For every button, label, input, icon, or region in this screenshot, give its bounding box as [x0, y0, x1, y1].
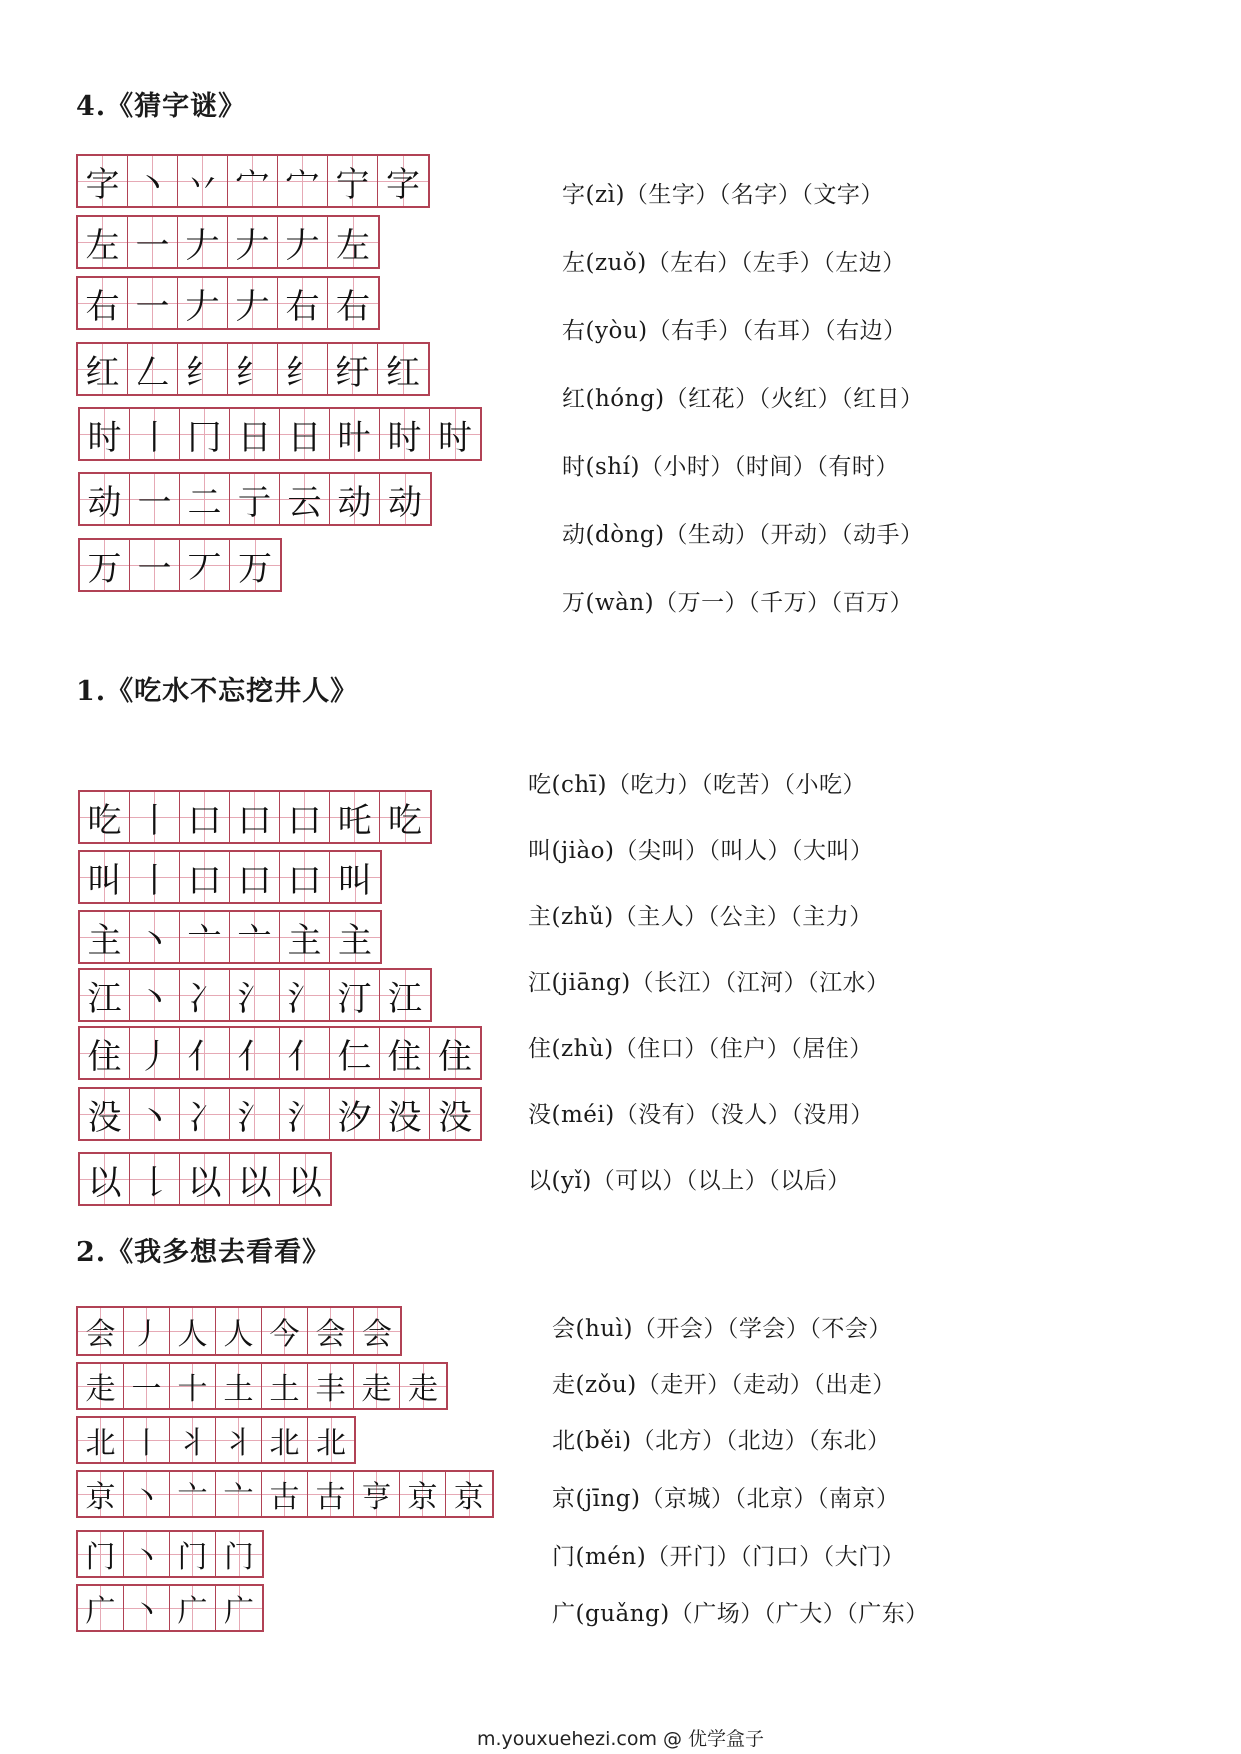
word-list: 住(zhù)（住口）（住户）（居住） [528, 1036, 873, 1062]
stroke-cell: 左 [78, 217, 128, 267]
stroke-cell: 冫 [180, 970, 230, 1020]
stroke-cell: 左 [328, 217, 378, 267]
stroke-cell: 土 [262, 1364, 308, 1408]
stroke-cell: 会 [354, 1308, 400, 1354]
stroke-cell: 走 [400, 1364, 446, 1408]
stroke-cell: 北 [78, 1418, 124, 1462]
stroke-order-row [76, 1470, 494, 1518]
stroke-cell: 右 [278, 278, 328, 328]
stroke-order-row [78, 538, 282, 592]
stroke-cell: 𠃋 [128, 344, 178, 394]
stroke-order-row [78, 1026, 482, 1080]
stroke-cell: 一 [130, 474, 180, 524]
stroke-cell: 亠 [230, 912, 280, 962]
stroke-cell: 吒 [330, 792, 380, 842]
stroke-cell: 字 [378, 156, 428, 206]
word-list: 时(shí)（小时）（时间）（有时） [562, 454, 899, 480]
stroke-cell: 没 [430, 1089, 480, 1139]
stroke-order-row [76, 1530, 264, 1578]
stroke-cell: 古 [262, 1472, 308, 1516]
stroke-order-row [78, 472, 432, 526]
word-list: 叫(jiào)（尖叫）（叫人）（大叫） [528, 838, 874, 864]
stroke-cell: 丶 [124, 1532, 170, 1576]
stroke-cell: 汀 [330, 970, 380, 1020]
stroke-cell: 丨 [130, 852, 180, 902]
stroke-cell: 十 [170, 1364, 216, 1408]
stroke-cell: 广 [170, 1586, 216, 1630]
stroke-cell: 叫 [80, 852, 130, 902]
footer-watermark: m.youxuehezi.com @ 优学盒子 [476, 1728, 765, 1750]
stroke-cell: 吃 [380, 792, 430, 842]
stroke-cell: 土 [216, 1364, 262, 1408]
stroke-cell: 丷 [178, 156, 228, 206]
word-list: 动(dòng)（生动）（开动）（动手） [562, 522, 924, 548]
word-list: 以(yǐ)（可以）（以上）（以后） [528, 1168, 851, 1194]
stroke-cell: 住 [80, 1028, 130, 1078]
stroke-cell: 广 [216, 1586, 262, 1630]
stroke-cell: 时 [430, 409, 480, 459]
stroke-cell: 丿 [124, 1308, 170, 1354]
stroke-order-row [76, 276, 380, 330]
stroke-cell: 京 [446, 1472, 492, 1516]
stroke-cell: 吃 [80, 792, 130, 842]
stroke-cell: 𠂇 [178, 278, 228, 328]
stroke-cell: 右 [78, 278, 128, 328]
stroke-cell: 走 [78, 1364, 124, 1408]
stroke-cell: 一 [130, 540, 180, 590]
stroke-order-row [78, 968, 432, 1022]
stroke-cell: 口 [280, 792, 330, 842]
stroke-cell: 汐 [330, 1089, 380, 1139]
stroke-cell: 亍 [230, 474, 280, 524]
stroke-cell: 主 [330, 912, 380, 962]
stroke-cell: 万 [80, 540, 130, 590]
stroke-cell: 古 [308, 1472, 354, 1516]
stroke-cell: 主 [80, 912, 130, 962]
stroke-cell: 丶 [130, 1089, 180, 1139]
word-list: 会(huì)（开会）（学会）（不会） [552, 1316, 892, 1342]
stroke-cell: 纟 [178, 344, 228, 394]
stroke-cell: 亻 [280, 1028, 330, 1078]
stroke-cell: 江 [380, 970, 430, 1020]
stroke-cell: 丬 [216, 1418, 262, 1462]
stroke-cell: 冫 [180, 1089, 230, 1139]
stroke-cell: 口 [230, 792, 280, 842]
section-title-cai-zi-mi: 4.《猜字谜》 [76, 91, 247, 122]
stroke-cell: 亻 [230, 1028, 280, 1078]
stroke-cell: 以 [280, 1154, 330, 1204]
stroke-cell: 丿 [130, 1028, 180, 1078]
stroke-order-row [78, 1087, 482, 1141]
stroke-cell: 门 [170, 1532, 216, 1576]
stroke-cell: 动 [380, 474, 430, 524]
stroke-cell: 𠄌 [130, 1154, 180, 1204]
section-title-chi-shui-bu-wang-wa-jing-ren: 1.《吃水不忘挖井人》 [76, 676, 359, 707]
stroke-cell: 时 [80, 409, 130, 459]
stroke-cell: 亠 [216, 1472, 262, 1516]
stroke-cell: 以 [80, 1154, 130, 1204]
stroke-cell: 口 [230, 852, 280, 902]
stroke-cell: 口 [280, 852, 330, 902]
stroke-cell: 宁 [328, 156, 378, 206]
stroke-cell: 字 [78, 156, 128, 206]
stroke-cell: 𠂇 [228, 217, 278, 267]
stroke-cell: 住 [380, 1028, 430, 1078]
word-list: 门(mén)（开门）（门口）（大门） [552, 1544, 906, 1570]
stroke-cell: 动 [330, 474, 380, 524]
stroke-cell: 江 [80, 970, 130, 1020]
stroke-cell: 动 [80, 474, 130, 524]
stroke-order-row [78, 1152, 332, 1206]
stroke-cell: 红 [378, 344, 428, 394]
stroke-cell: 丶 [124, 1586, 170, 1630]
stroke-cell: 𠂇 [278, 217, 328, 267]
stroke-order-row [76, 215, 380, 269]
stroke-cell: 没 [80, 1089, 130, 1139]
stroke-order-row [76, 154, 430, 208]
stroke-cell: 门 [78, 1532, 124, 1576]
stroke-cell: 丶 [124, 1472, 170, 1516]
stroke-cell: 北 [262, 1418, 308, 1462]
word-list: 主(zhǔ)（主人）（公主）（主力） [528, 904, 873, 930]
stroke-cell: 宀 [228, 156, 278, 206]
word-list: 走(zǒu)（走开）（走动）（出走） [552, 1372, 896, 1398]
stroke-cell: 口 [180, 792, 230, 842]
stroke-cell: 一 [124, 1364, 170, 1408]
stroke-cell: 广 [78, 1586, 124, 1630]
stroke-cell: 旪 [330, 409, 380, 459]
stroke-cell: 氵 [280, 970, 330, 1020]
stroke-cell: 丨 [130, 792, 180, 842]
stroke-cell: 叫 [330, 852, 380, 902]
stroke-cell: 亨 [354, 1472, 400, 1516]
word-list: 北(běi)（北方）（北边）（东北） [552, 1428, 891, 1454]
stroke-cell: 住 [430, 1028, 480, 1078]
stroke-cell: 人 [216, 1308, 262, 1354]
word-list: 字(zì)（生字）（名字）（文字） [562, 182, 884, 208]
stroke-order-row [76, 342, 430, 396]
word-list: 红(hóng)（红花）（火红）（红日） [562, 386, 924, 412]
stroke-cell: 京 [400, 1472, 446, 1516]
stroke-cell: 以 [230, 1154, 280, 1204]
word-list: 吃(chī)（吃力）（吃苦）（小吃） [528, 772, 866, 798]
stroke-order-row [76, 1306, 402, 1356]
stroke-cell: 二 [180, 474, 230, 524]
stroke-cell: 万 [230, 540, 280, 590]
stroke-cell: 丰 [308, 1364, 354, 1408]
word-list: 京(jīng)（京城）（北京）（南京） [552, 1486, 900, 1512]
stroke-cell: 门 [216, 1532, 262, 1576]
stroke-order-row [78, 850, 382, 904]
stroke-cell: 亠 [180, 912, 230, 962]
stroke-cell: 宀 [278, 156, 328, 206]
stroke-cell: 会 [308, 1308, 354, 1354]
stroke-cell: 北 [308, 1418, 354, 1462]
stroke-cell: 口 [180, 852, 230, 902]
stroke-cell: 丬 [170, 1418, 216, 1462]
stroke-cell: 丶 [130, 970, 180, 1020]
section-title-wo-duo-xiang-qu-kan-kan: 2.《我多想去看看》 [76, 1237, 331, 1268]
word-list: 没(méi)（没有）（没人）（没用） [528, 1102, 874, 1128]
stroke-cell: 氵 [230, 1089, 280, 1139]
stroke-cell: 会 [78, 1308, 124, 1354]
stroke-order-row [76, 1416, 356, 1464]
word-list: 右(yòu)（右手）（右耳）（右边） [562, 318, 907, 344]
stroke-cell: 冂 [180, 409, 230, 459]
stroke-cell: 日 [280, 409, 330, 459]
stroke-cell: 红 [78, 344, 128, 394]
stroke-cell: 丶 [128, 156, 178, 206]
stroke-order-row [76, 1362, 448, 1410]
stroke-cell: 京 [78, 1472, 124, 1516]
word-list: 左(zuǒ)（左右）（左手）（左边） [562, 250, 906, 276]
stroke-cell: 纟 [228, 344, 278, 394]
stroke-cell: 一 [128, 217, 178, 267]
stroke-cell: 人 [170, 1308, 216, 1354]
stroke-cell: 𠂇 [228, 278, 278, 328]
stroke-cell: 丆 [180, 540, 230, 590]
stroke-cell: 丶 [130, 912, 180, 962]
stroke-order-row [78, 790, 432, 844]
stroke-cell: 今 [262, 1308, 308, 1354]
stroke-cell: 右 [328, 278, 378, 328]
stroke-cell: 走 [354, 1364, 400, 1408]
stroke-cell: 丨 [130, 409, 180, 459]
stroke-order-row [78, 910, 382, 964]
stroke-cell: 𠂇 [178, 217, 228, 267]
stroke-cell: 时 [380, 409, 430, 459]
word-list: 万(wàn)（万一）（千万）（百万） [562, 590, 914, 616]
stroke-cell: 以 [180, 1154, 230, 1204]
stroke-cell: 亠 [170, 1472, 216, 1516]
stroke-cell: 纡 [328, 344, 378, 394]
stroke-cell: 仁 [330, 1028, 380, 1078]
stroke-cell: 氵 [230, 970, 280, 1020]
word-list: 江(jiāng)（长江）（江河）（江水） [528, 970, 890, 996]
stroke-cell: 日 [230, 409, 280, 459]
stroke-cell: 一 [128, 278, 178, 328]
stroke-cell: 主 [280, 912, 330, 962]
stroke-cell: 云 [280, 474, 330, 524]
stroke-cell: 氵 [280, 1089, 330, 1139]
word-list: 广(guǎng)（广场）（广大）（广东） [552, 1601, 929, 1627]
stroke-order-row [78, 407, 482, 461]
stroke-cell: 亻 [180, 1028, 230, 1078]
stroke-cell: 丨 [124, 1418, 170, 1462]
stroke-order-row [76, 1584, 264, 1632]
stroke-cell: 没 [380, 1089, 430, 1139]
stroke-cell: 纟 [278, 344, 328, 394]
